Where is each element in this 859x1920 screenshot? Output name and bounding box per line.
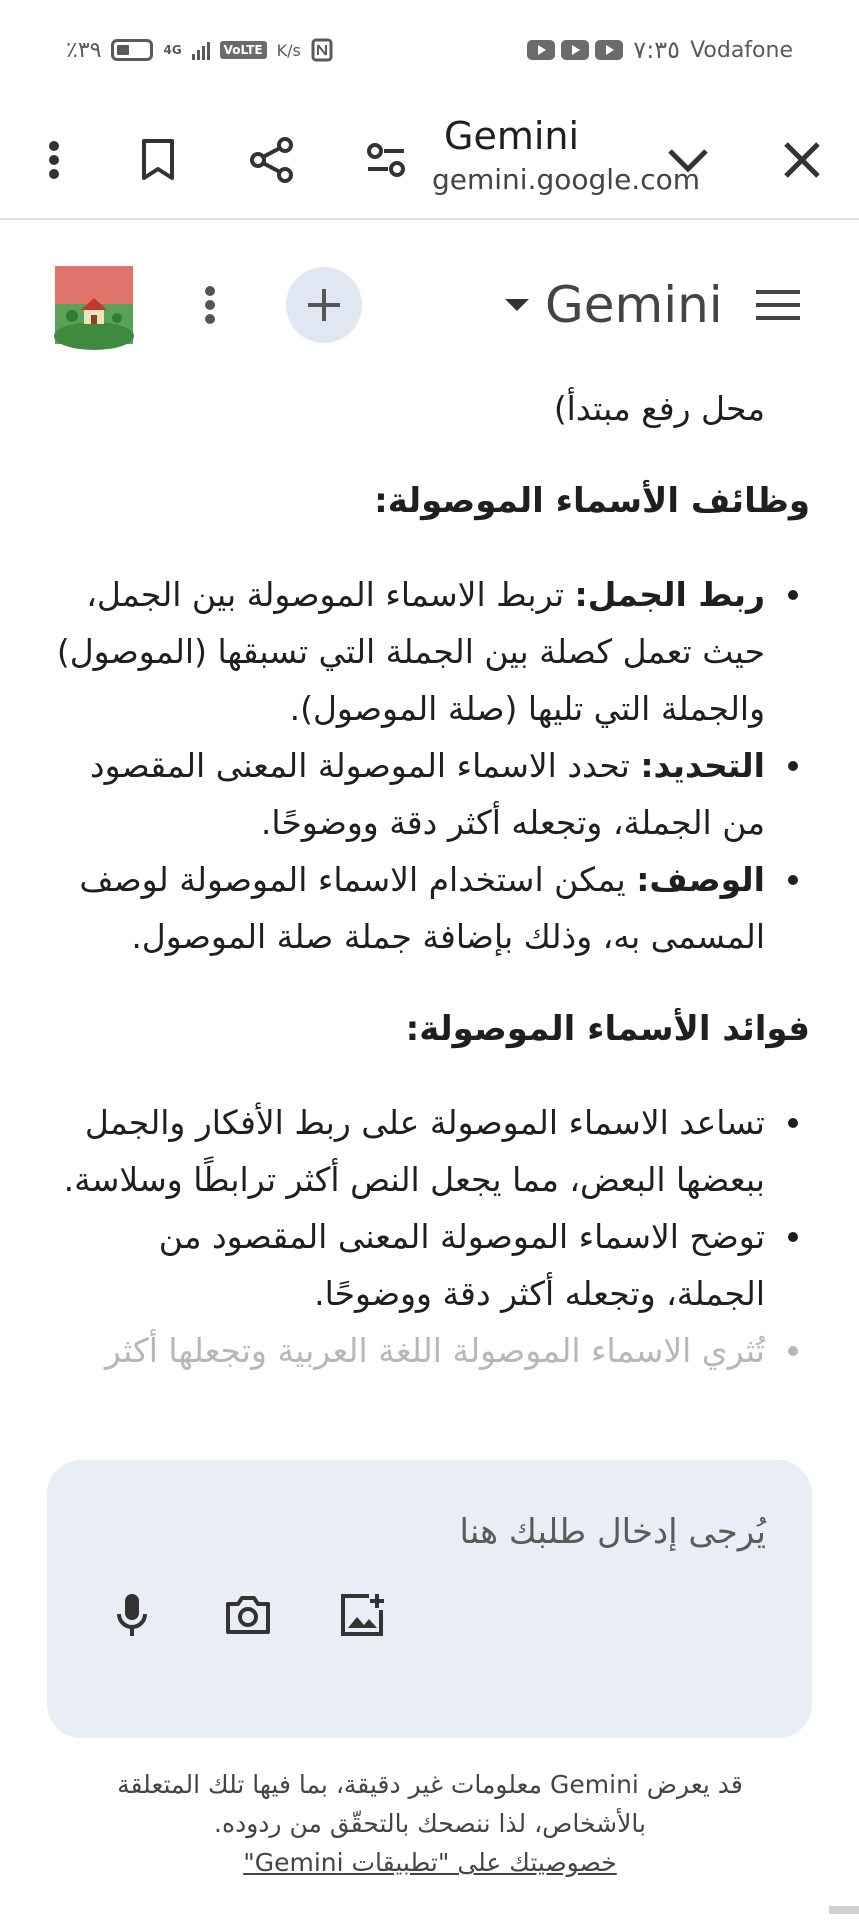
- status-bar: [0, 0, 859, 100]
- section-heading-functions: وظائف الأسماء الموصولة:: [374, 481, 810, 521]
- microphone-icon: [115, 1592, 149, 1638]
- add-photo-icon: [339, 1592, 385, 1638]
- new-chat-button[interactable]: [286, 267, 362, 343]
- intro-text: محل رفع مبتدأ): [553, 389, 765, 428]
- network-type: 4G: [163, 43, 182, 57]
- list-item: تُثري الاسماء الموصولة اللغة العربية وتجعلها أكثر: [55, 1322, 810, 1379]
- disclaimer-footer: [60, 1765, 800, 1882]
- privacy-link[interactable]: خصوصيتك على "تطبيقات Gemini": [243, 1848, 617, 1877]
- close-icon: [783, 141, 821, 179]
- disclaimer-text: قد يعرض Gemini معلومات غير دقيقة، بما فيها تلك المتعلقة بالأشخاص، لذا ننصحك بالتحقّق من ردوده.: [117, 1770, 743, 1838]
- bookmark-icon: [140, 138, 176, 182]
- page-title-area[interactable]: [432, 110, 700, 198]
- plus-icon: [306, 287, 342, 323]
- page-info-button[interactable]: [356, 130, 416, 190]
- tune-icon: [366, 142, 406, 178]
- browser-toolbar: [0, 100, 859, 220]
- network-speed: K/s: [276, 40, 301, 60]
- model-selector[interactable]: [505, 272, 723, 338]
- bookmark-button[interactable]: [128, 130, 188, 190]
- list-item: [55, 566, 810, 737]
- youtube-notification-icon: [561, 40, 589, 60]
- response-content: [55, 380, 810, 1379]
- page-url: gemini.google.com: [432, 163, 700, 196]
- list-item-label: ربط الجمل:: [574, 575, 765, 614]
- signal-icon: [192, 40, 210, 60]
- list-item-label: الوصف:: [636, 860, 765, 899]
- more-vert-icon: [48, 140, 60, 180]
- functions-list: [55, 566, 810, 965]
- section-heading-benefits: فوائد الأسماء الموصولة:: [405, 1009, 810, 1049]
- list-item-label: التحديد:: [640, 746, 765, 785]
- share-icon: [249, 137, 295, 183]
- camera-button[interactable]: [213, 1580, 283, 1650]
- list-item-text: تربط الاسماء الموصولة بين الجمل، حيث تعمل كصلة بين الجملة التي تسبقها (الموصول) والجملة التي تليها (صلة الموصول).: [56, 575, 765, 728]
- list-item: توضح الاسماء الموصولة المعنى المقصود من الجملة، وتجعله أكثر دقة ووضوحًا.: [55, 1208, 810, 1322]
- avatar[interactable]: [55, 266, 133, 344]
- volte-badge: VoLTE: [220, 41, 267, 59]
- chevron-down-icon: [667, 147, 709, 173]
- prompt-input-card[interactable]: [47, 1460, 812, 1738]
- share-button[interactable]: [242, 130, 302, 190]
- youtube-notification-icon: [527, 40, 555, 60]
- gemini-title: Gemini: [545, 276, 723, 334]
- youtube-notification-icon: [595, 40, 623, 60]
- menu-button[interactable]: [748, 275, 808, 335]
- battery-icon: [111, 39, 153, 61]
- more-options-button[interactable]: [24, 130, 84, 190]
- menu-icon: [756, 289, 800, 321]
- more-vert-icon: [204, 285, 216, 325]
- scroll-indicator: [829, 1906, 859, 1914]
- gemini-more-button[interactable]: [180, 275, 240, 335]
- carrier-name: Vodafone: [690, 37, 793, 63]
- nfc-icon: [311, 38, 333, 62]
- benefits-list: [55, 1094, 810, 1379]
- close-button[interactable]: [772, 130, 832, 190]
- battery-percent: ٪٣٩: [66, 37, 102, 63]
- list-item-text: تحدد الاسماء الموصولة المعنى المقصود من الجملة، وتجعله أكثر دقة ووضوحًا.: [89, 746, 765, 842]
- dropdown-caret-icon: [505, 299, 529, 311]
- clock: ٧:٣٥: [633, 36, 681, 64]
- prompt-input[interactable]: يُرجى إدخال طلبك هنا: [459, 1512, 766, 1552]
- gemini-header: [0, 260, 859, 350]
- list-item: [55, 737, 810, 851]
- camera-icon: [224, 1594, 272, 1636]
- minimize-button[interactable]: [658, 130, 718, 190]
- microphone-button[interactable]: [97, 1580, 167, 1650]
- list-item: [55, 851, 810, 965]
- page-title: Gemini: [444, 114, 580, 158]
- add-image-button[interactable]: [327, 1580, 397, 1650]
- list-item-text: يمكن استخدام الاسماء الموصولة لوصف المسمى به، وذلك بإضافة جملة صلة الموصول.: [79, 860, 765, 956]
- avatar-image-icon: [55, 266, 133, 344]
- list-item: تساعد الاسماء الموصولة على ربط الأفكار والجمل ببعضها البعض، مما يجعل النص أكثر ترابطًا وسلاسة.: [55, 1094, 810, 1208]
